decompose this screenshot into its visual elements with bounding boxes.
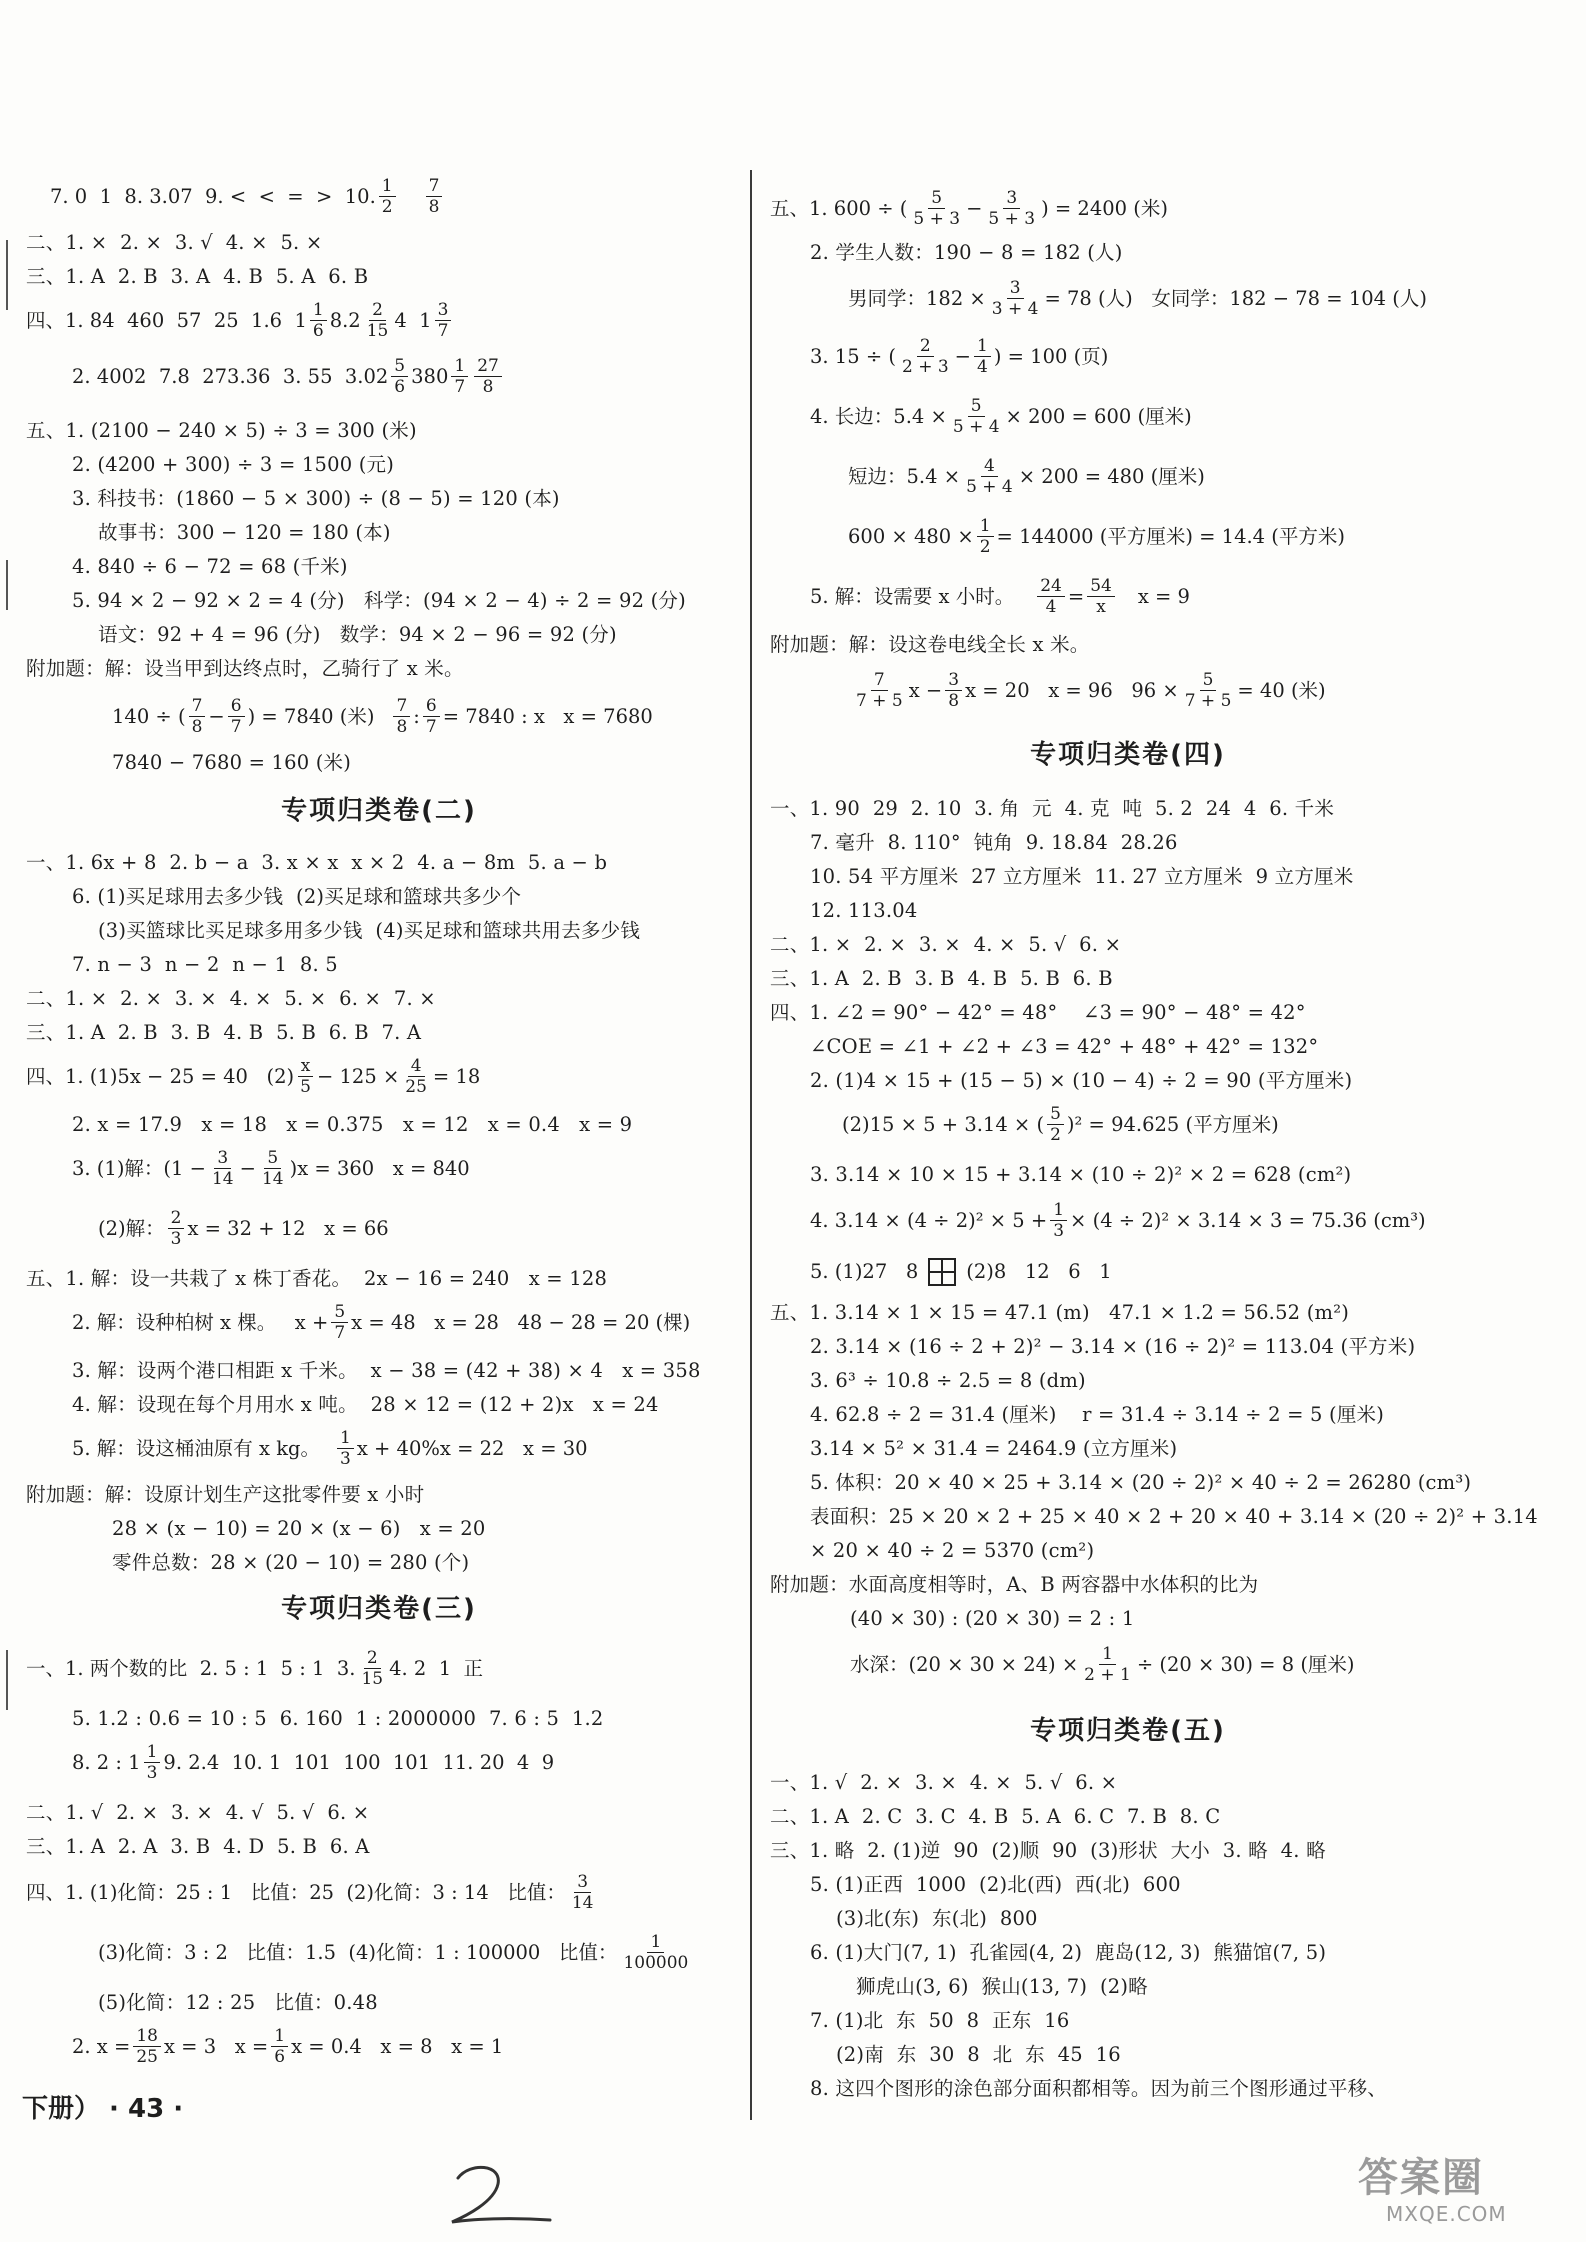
answer-line: 狮虎山(3, 6) 猴山(13, 7) (2)略 <box>856 1975 1148 1998</box>
answer-line: 零件总数：28 × (20 − 10) = 280 (个) <box>112 1551 470 1574</box>
fraction <box>569 1872 597 1913</box>
numerator: 2 <box>369 300 386 321</box>
numerator: 3 <box>1007 278 1024 299</box>
answer-line <box>770 516 1486 557</box>
watermark-url: MXQE.COM <box>1386 2202 1507 2226</box>
answer-text: 一、1. 两个数的比 2. 5 : 1 5 : 1 3. <box>26 1656 356 1680</box>
denominator: 6 <box>394 377 406 397</box>
denominator: 5 + 3 <box>913 209 961 229</box>
answer-text: = 18 <box>432 1064 481 1088</box>
answer-line: 故事书：300 − 120 = 180 (本) <box>98 521 391 544</box>
fraction <box>451 356 468 397</box>
denominator: 3 <box>146 1763 158 1783</box>
fraction <box>133 2026 161 2067</box>
answer-line <box>770 456 1486 497</box>
answer-text: = 78 (人) 女同学：182 − 78 = 104 (人) <box>1044 286 1427 310</box>
numerator: 18 <box>133 2026 161 2047</box>
answer-text: 2. x = <box>72 2034 131 2058</box>
denominator: x <box>1096 597 1106 617</box>
answer-text: ÷ (20 × 30) = 8 (厘米) <box>1136 1652 1355 1676</box>
answer-line <box>26 1872 732 1913</box>
answer-line: 2. (4200 + 300) ÷ 3 = 1500 (元) <box>72 453 395 476</box>
answer-text: x = 3 x = <box>163 2034 269 2058</box>
answer-text: x − <box>908 678 943 702</box>
fraction <box>271 2026 288 2067</box>
answer-line: 7. 毫升 8. 110° 钝角 9. 18.84 28.26 <box>810 831 1178 854</box>
answer-text: 男同学：182 × <box>848 286 986 310</box>
binding-mark <box>6 240 8 310</box>
answer-line <box>770 396 1486 437</box>
answer-line <box>770 1200 1486 1241</box>
answer-text: ) = 100 (页) <box>993 344 1109 368</box>
denominator: 100000 <box>623 1953 689 1973</box>
fraction <box>209 1148 237 1189</box>
fraction <box>189 696 206 737</box>
page-number-footer: 下册） · 43 · <box>22 2094 184 2124</box>
denominator: 3 <box>340 1449 351 1469</box>
answer-text: x = 48 x = 28 48 − 28 = 20 (棵) <box>351 1310 691 1334</box>
denominator: 5 + 3 <box>988 209 1036 229</box>
answer-line: 3.14 × 5² × 31.4 = 2464.9 (立方厘米) <box>810 1437 1178 1460</box>
answer-line: 7. n − 3 n − 2 n − 1 8. 5 <box>72 953 338 976</box>
answer-line: 8. 这四个图形的涂色部分面积都相等。因为前三个图形通过平移、 <box>810 2077 1388 2100</box>
fraction <box>1047 1104 1064 1145</box>
denominator: 3 + 4 <box>991 299 1039 319</box>
fraction <box>331 1302 348 1343</box>
fraction <box>259 1148 287 1189</box>
answer-text: 5. (1)27 8 <box>810 1260 919 1283</box>
fraction <box>297 1056 314 1097</box>
answer-line: 7840 − 7680 = 160 (米) <box>112 751 352 774</box>
denominator: 25 <box>405 1077 427 1097</box>
numerator: 7 <box>393 696 410 717</box>
numerator: x <box>298 1056 314 1077</box>
answer-line: 3. (1)解：(1 − $\frac{3}{14}$ − $\frac{5}{14}$ )x = 360 x = 840 <box>72 1148 470 1189</box>
denominator: 14 <box>571 1893 594 1913</box>
answer-text: 4. 3.14 × (4 ÷ 2)² × 5 + <box>810 1208 1048 1232</box>
answer-line: (5)化简：12 : 25 比值：0.48 <box>98 1991 378 2014</box>
answer-line: 二、1. × 2. × 3. √ 4. × 5. × <box>26 231 323 254</box>
answer-line <box>770 1258 1486 1286</box>
answer-text: × 200 = 600 (厘米) <box>1005 404 1192 428</box>
answer-line: 二、1. × 2. × 3. × 4. × 5. × 6. × 7. × <box>26 987 436 1010</box>
denominator: 6 <box>274 2047 286 2067</box>
answer-line: 二、1. × 2. × 3. × 4. × 5. √ 6. × <box>770 933 1122 956</box>
answer-text: ) = 7840 (米) <box>247 704 375 728</box>
denominator: 7 <box>425 717 437 737</box>
fraction <box>474 356 502 397</box>
numerator: 54 <box>1087 576 1115 597</box>
denominator: 7 <box>437 321 449 341</box>
fraction <box>337 1428 354 1469</box>
answer-line: 五、1. 3.14 × 1 × 15 = 47.1 (m) 47.1 × 1.2 = 56.52 (m²) <box>770 1301 1350 1324</box>
answer-text: 8.2 <box>329 308 361 332</box>
numerator: 5 <box>331 1302 348 1323</box>
answer-line <box>770 188 1486 229</box>
denominator: 5 + 4 <box>952 417 1000 437</box>
watermark <box>1352 2146 1552 2236</box>
answer-line: 二、1. A 2. C 3. C 4. B 5. A 6. C 7. B 8. C <box>770 1805 1221 1828</box>
fraction <box>402 1056 430 1097</box>
answer-text: 五、1. 600 ÷ ( <box>770 196 908 220</box>
denominator: 25 <box>136 2047 158 2067</box>
numerator: 1 <box>310 300 327 321</box>
answer-text: 8. 2 : 1 <box>72 1750 141 1774</box>
section-title: 专项归类卷(二) <box>281 796 477 826</box>
answer-line: 5. 体积：20 × 40 × 25 + 3.14 × (20 ÷ 2)² × 40 ÷ 2 = 26280 (cm³) <box>810 1471 1472 1494</box>
answer-line: × 20 × 40 ÷ 2 = 5370 (cm²) <box>810 1539 1095 1562</box>
answer-text: 3. (1)解：(1 − <box>72 1156 206 1180</box>
fraction <box>963 456 1016 497</box>
numerator: 1 <box>974 336 991 357</box>
denominator: 2 <box>979 537 991 557</box>
fraction <box>358 1648 386 1689</box>
answer-line <box>26 1056 732 1097</box>
answer-text: 600 × 480 × <box>848 524 974 548</box>
denominator: 6 <box>312 321 324 341</box>
numerator: 6 <box>423 696 440 717</box>
fraction <box>144 1742 161 1783</box>
numerator: 7 <box>426 176 443 197</box>
answer-text: )x = 360 x = 840 <box>289 1156 470 1180</box>
answer-line: 语文：92 + 4 = 96 (分) 数学：94 × 2 − 96 = 92 (分) <box>98 623 617 646</box>
answer-text: )² = 94.625 (平方厘米) <box>1066 1112 1279 1136</box>
denominator: 2 + 1 <box>1084 1665 1131 1685</box>
answer-line: 5. 94 × 2 − 92 × 2 = 4 (分) 科学：(94 × 2 − 4) ÷ 2 = 92 (分) <box>72 589 686 612</box>
numerator: 1 <box>1099 1644 1116 1665</box>
numerator: 3 <box>435 300 452 321</box>
answer-text: x = 9 <box>1137 584 1190 608</box>
answer-text: − <box>966 196 983 220</box>
answer-line: 三、1. A 2. A 3. B 4. D 5. B 6. A <box>26 1835 370 1858</box>
numerator: 1 <box>271 2026 288 2047</box>
answer-line: 三、1. A 2. B 3. B 4. B 5. B 6. B 7. A <box>26 1021 422 1044</box>
answer-line: 一、1. 90 29 2. 10 3. 角 元 4. 克 吨 5. 2 24 4 6. 千米 <box>770 797 1335 820</box>
answer-text: 5. 解：设需要 x 小时。 <box>810 584 1015 608</box>
answer-text: 四、1. (1)化简：25 : 1 比值：25 (2)化简：3 : 14 比值： <box>26 1880 566 1904</box>
fraction <box>1037 576 1065 617</box>
numerator: 27 <box>474 356 502 377</box>
answer-line: 3. 3.14 × 10 × 15 + 3.14 × (10 ÷ 2)² × 2 = 628 (cm²) <box>810 1163 1352 1186</box>
numerator: 4 <box>408 1056 425 1077</box>
answer-line <box>770 1644 1486 1685</box>
answer-text: (3)化简：3 : 2 比值：1.5 (4)化简：1 : 100000 比值： <box>98 1940 618 1964</box>
numerator: 3 <box>574 1872 591 1893</box>
denominator: 8 <box>396 717 408 737</box>
numerator: 1 <box>379 176 396 197</box>
numerator: 2 <box>364 1648 381 1669</box>
denominator: 7 <box>334 1323 346 1343</box>
answer-text: − <box>954 344 971 368</box>
answer-line <box>26 1302 732 1343</box>
answer-text: x = 20 x = 96 96 × <box>965 678 1179 702</box>
numerator: 24 <box>1037 576 1065 597</box>
numerator: 1 <box>451 356 468 377</box>
fraction <box>379 176 396 217</box>
answer-line: 28 × (x − 10) = 20 × (x − 6) x = 20 <box>112 1517 486 1540</box>
fraction <box>950 396 1003 437</box>
answer-text: − 125 × <box>316 1064 400 1088</box>
answer-line: 2. 学生人数：190 − 8 = 182 (人) <box>810 241 1123 264</box>
answer-line: 6. (1)买足球用去多少钱 (2)买足球和篮球共多少个 <box>72 885 522 908</box>
denominator: 7 + 5 <box>856 691 903 711</box>
fraction <box>310 300 327 341</box>
answer-line: 五、1. 解：设一共栽了 x 株丁香花。 2x − 16 = 240 x = 128 <box>26 1267 608 1290</box>
handwritten-mark <box>440 2158 560 2228</box>
answer-text: 4 1 <box>394 308 432 332</box>
answer-line: 4. 840 ÷ 6 − 72 = 68 (千米) <box>72 555 348 578</box>
answer-text: = <box>1067 584 1085 608</box>
answer-text: 380 <box>411 364 449 388</box>
answer-text: (2)解： <box>98 1216 165 1240</box>
answer-text: (2)8 12 6 1 <box>966 1260 1112 1283</box>
answer-text: × 200 = 480 (厘米) <box>1018 464 1205 488</box>
answer-text: x + 40%x = 22 x = 30 <box>356 1436 588 1460</box>
numerator: 5 <box>1200 670 1217 691</box>
answer-line: 7. (1)北 东 50 8 正东 16 <box>810 2009 1070 2032</box>
answer-line: 2. x = 17.9 x = 18 x = 0.375 x = 12 x = 0.4 x = 9 <box>72 1113 633 1136</box>
answer-text: = 40 (米) <box>1237 678 1326 702</box>
answer-line: (40 × 30) : (20 × 30) = 2 : 1 <box>850 1607 1135 1630</box>
denominator: 5 <box>300 1077 311 1097</box>
answer-line <box>770 336 1486 377</box>
answer-text: 短边：5.4 × <box>848 464 961 488</box>
answer-line <box>770 576 1486 617</box>
denominator: 3 <box>170 1229 182 1249</box>
fraction <box>423 696 440 737</box>
answer-line: (3)买篮球比买足球多用多少钱 (4)买足球和篮球共用去多少钱 <box>98 919 641 942</box>
answer-line <box>26 1742 732 1783</box>
denominator: 2 <box>381 197 393 217</box>
fraction <box>989 278 1042 319</box>
denominator: 14 <box>211 1169 234 1189</box>
numerator: 1 <box>337 1428 354 1449</box>
answer-line: 3. 科技书：(1860 − 5 × 300) ÷ (8 − 5) = 120 (本) <box>72 487 560 510</box>
fraction <box>1050 1200 1067 1241</box>
numerator: 1 <box>647 1932 664 1953</box>
answer-text: 4. 2 1 正 <box>389 1656 484 1680</box>
answer-line: 2. (1)4 × 15 + (15 − 5) × (10 − 4) ÷ 2 = 90 (平方厘米) <box>810 1069 1353 1092</box>
answer-line: 5. 1.2 : 0.6 = 10 : 5 6. 160 1 : 2000000 7. 6 : 5 1.2 <box>72 1707 604 1730</box>
answer-line: 四、1. ∠2 = 90° − 42° = 48° ∠3 = 90° − 48° = 42° <box>770 1001 1306 1024</box>
denominator: 2 <box>1050 1125 1061 1145</box>
denominator: 7 <box>454 377 466 397</box>
denominator: 2 + 3 <box>901 357 949 377</box>
numerator: 6 <box>228 696 245 717</box>
answer-line: 5. (1)正西 1000 (2)北(西) 西(北) 600 <box>810 1873 1181 1896</box>
answer-line <box>26 300 732 341</box>
answer-line: 2. 3.14 × (16 ÷ 2 + 2)² − 3.14 × (16 ÷ 2)² = 113.04 (平方米) <box>810 1335 1416 1358</box>
answer-line: 附加题：解：设这卷电线全长 x 米。 <box>770 633 1090 656</box>
fraction <box>1081 1644 1134 1685</box>
answer-text: 4. 长边：5.4 × <box>810 404 947 428</box>
numerator: 2 <box>168 1208 185 1229</box>
answer-line <box>26 356 732 397</box>
numerator: 3 <box>214 1148 231 1169</box>
answer-line: 二、1. √ 2. × 3. × 4. √ 5. √ 6. × <box>26 1801 370 1824</box>
answer-line: 表面积：25 × 20 × 2 + 25 × 40 × 2 + 20 × 40 + 3.14 × (20 ÷ 2)² + 3.14 <box>810 1505 1538 1528</box>
grid-figure-icon <box>928 1258 956 1286</box>
answer-text: 5. 解：设这桶油原有 x kg。 <box>72 1436 320 1460</box>
answer-line: 12. 113.04 <box>810 899 918 922</box>
fraction <box>391 356 408 397</box>
answer-line: 附加题：水面高度相等时，A、B 两容器中水体积的比为 <box>770 1573 1259 1596</box>
answer-line <box>770 1104 1486 1145</box>
watermark-logo-text: 答案圈 <box>1358 2155 1484 2201</box>
denominator: 7 + 5 <box>1184 691 1232 711</box>
fraction <box>899 336 952 377</box>
fraction <box>620 1932 691 1973</box>
answer-line: 三、1. A 2. B 3. A 4. B 5. A 6. B <box>26 265 369 288</box>
answer-text: 140 ÷ ( <box>112 704 186 728</box>
denominator: 4 <box>977 357 988 377</box>
fraction <box>910 188 963 229</box>
fraction <box>1182 670 1235 711</box>
answer-text: 7. 0 1 8. 3.07 9. < < = > 10. <box>50 184 376 208</box>
answer-text: = 144000 (平方厘米) = 14.4 (平方米) <box>996 524 1346 548</box>
answer-line: 4. 解：设现在每个月用水 x 吨。 28 × 12 = (12 + 2)x x = 24 <box>72 1393 659 1416</box>
answer-line: 4. 62.8 ÷ 2 = 31.4 (厘米) r = 31.4 ÷ 3.14 ÷ 2 = 5 (厘米) <box>810 1403 1385 1426</box>
answer-line: (2)南 东 30 8 北 东 45 16 <box>836 2043 1121 2066</box>
answer-line: 三、1. 略 2. (1)逆 90 (2)顺 90 (3)形状 大小 3. 略 4. 略 <box>770 1839 1326 1862</box>
answer-text: 3. 15 ÷ ( <box>810 344 896 368</box>
answer-text: × (4 ÷ 2)² × 3.14 × 3 = 75.36 (cm³) <box>1070 1208 1426 1232</box>
answer-text: ) = 2400 (米) <box>1041 196 1168 220</box>
fraction <box>977 516 994 557</box>
answer-line: 附加题：解：设原计划生产这批零件要 x 小时 <box>26 1483 425 1506</box>
denominator: 8 <box>191 717 203 737</box>
answer-line: 附加题：解：设当甲到达终点时，乙骑行了 x 米。 <box>26 657 464 680</box>
numerator: 5 <box>928 188 945 209</box>
section-title: 专项归类卷(五) <box>1030 1716 1226 1746</box>
answer-text: 四、1. 84 460 57 25 1.6 1 <box>26 308 307 332</box>
denominator: 3 <box>1053 1221 1065 1241</box>
fraction <box>1087 576 1115 617</box>
numerator: 2 <box>917 336 934 357</box>
answer-line <box>26 1208 732 1249</box>
numerator: 5 <box>1047 1104 1064 1125</box>
answer-line: 一、1. 6x + 8 2. b − a 3. x × x x × 2 4. a − 8m 5. a − b <box>26 851 608 874</box>
denominator: 7 <box>230 717 242 737</box>
answer-line <box>770 278 1486 319</box>
fraction <box>435 300 452 341</box>
fraction <box>945 670 962 711</box>
section-title: 专项归类卷(三) <box>281 1594 477 1624</box>
numerator: 7 <box>871 670 888 691</box>
answer-line: (3)北(东) 东(北) 800 <box>836 1907 1038 1930</box>
denominator: 15 <box>361 1669 384 1689</box>
answer-line <box>26 176 732 217</box>
answer-text: 2. 解：设种柏树 x 棵。 x + <box>72 1310 329 1334</box>
answer-text: 9. 2.4 10. 1 101 100 101 11. 20 4 9 <box>163 1750 555 1774</box>
numerator: 4 <box>981 456 998 477</box>
denominator: 5 + 4 <box>966 477 1013 497</box>
answer-line: 3. 解：设两个港口相距 x 千米。 x − 38 = (42 + 38) × 4 x = 358 <box>72 1359 701 1382</box>
answer-text: x = 32 + 12 x = 66 <box>187 1216 389 1240</box>
answer-line: 一、1. √ 2. × 3. × 4. × 5. √ 6. × <box>770 1771 1118 1794</box>
answer-text: 水深：(20 × 30 × 24) × <box>850 1652 1079 1676</box>
denominator: 8 <box>482 377 494 397</box>
binding-mark <box>6 1650 8 1710</box>
numerator: 5 <box>391 356 408 377</box>
answer-line: 140 ÷ ( $\frac{7}{8}$ − $\frac{6}{7}$ ) = 7840 (米) $\frac{7}{8}$ : $\frac{6}{7}$ = 7840 : x x = 7680 <box>112 696 653 737</box>
answer-line <box>26 1428 732 1469</box>
denominator: 8 <box>948 691 960 711</box>
answer-line: 10. 54 平方厘米 27 立方厘米 11. 27 立方厘米 9 立方厘米 <box>810 865 1354 888</box>
answer-line <box>770 670 1486 711</box>
fraction <box>853 670 906 711</box>
fraction <box>168 1208 185 1249</box>
numerator: 5 <box>264 1148 281 1169</box>
answer-text: (2)15 × 5 + 3.14 × ( <box>842 1112 1045 1136</box>
answer-line: 6. (1)大门(7, 1) 孔雀园(4, 2) 鹿岛(12, 3) 熊猫馆(7, 5) <box>810 1941 1327 1964</box>
fraction <box>393 696 410 737</box>
answer-text: 2. 4002 7.8 273.36 3. 55 3.02 <box>72 364 389 388</box>
numerator: 1 <box>1050 1200 1067 1221</box>
denominator: 15 <box>366 321 389 341</box>
answer-text: = 7840 : x x = 7680 <box>442 704 653 728</box>
fraction <box>974 336 991 377</box>
section-title: 专项归类卷(四) <box>1030 740 1226 770</box>
answer-text: x = 0.4 x = 8 x = 1 <box>291 2034 504 2058</box>
fraction <box>426 176 443 217</box>
denominator: 8 <box>428 197 440 217</box>
answer-line <box>26 1932 732 1973</box>
answer-line: 3. 6³ ÷ 10.8 ÷ 2.5 = 8 (dm) <box>810 1369 1086 1392</box>
numerator: 7 <box>189 696 206 717</box>
numerator: 1 <box>144 1742 161 1763</box>
fraction <box>985 188 1038 229</box>
answer-text: 四、1. (1)5x − 25 = 40 (2) <box>26 1064 295 1088</box>
answer-line: 五、1. (2100 − 240 × 5) ÷ 3 = 300 (米) <box>26 419 417 442</box>
denominator: 4 <box>1045 597 1057 617</box>
numerator: 3 <box>1003 188 1020 209</box>
binding-mark <box>6 560 8 610</box>
fraction <box>364 300 392 341</box>
answer-line: 三、1. A 2. B 3. B 4. B 5. B 6. B <box>770 967 1113 990</box>
answer-line <box>26 2026 732 2067</box>
denominator: 14 <box>261 1169 284 1189</box>
numerator: 3 <box>945 670 962 691</box>
numerator: 5 <box>968 396 985 417</box>
answer-line <box>26 1648 732 1689</box>
fraction <box>228 696 245 737</box>
numerator: 1 <box>977 516 994 537</box>
answer-line: ∠COE = ∠1 + ∠2 + ∠3 = 42° + 48° + 42° = 132° <box>810 1035 1319 1058</box>
